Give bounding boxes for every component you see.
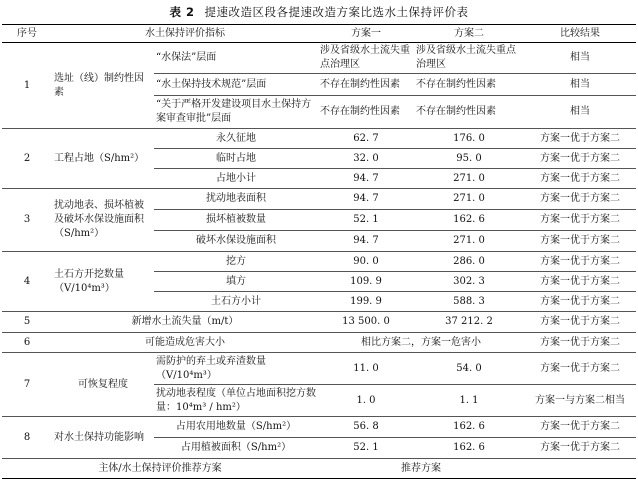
row-number: 5 — [2, 312, 52, 333]
sub-indicator: 土石方小计 — [154, 292, 318, 312]
sub-indicator: 扰动地表面积 — [154, 189, 318, 210]
row-label: 对水土保持功能影响 — [52, 417, 154, 459]
scheme1-value: 62. 7 — [318, 129, 414, 149]
scheme1-value: 90. 0 — [318, 252, 414, 272]
comparison-result: 相当 — [524, 43, 636, 74]
table-row — [2, 353, 636, 385]
scheme1-value: 52. 1 — [318, 210, 414, 231]
row-label: 扰动地表、损坏植被及破坏水保设施面积（S/hm²） — [52, 189, 154, 252]
sub-indicator: 填方 — [154, 272, 318, 292]
scheme1-value: 1. 0 — [318, 385, 414, 417]
scheme1-value: 52. 1 — [318, 438, 414, 459]
comparison-result: 方案一优于方案二 — [524, 231, 636, 252]
comparison-result: 方案一优于方案二 — [524, 417, 636, 438]
comparison-result: 方案一与方案二相当 — [524, 385, 636, 417]
header-scheme1: 方案一 — [318, 25, 414, 43]
row-label: 工程占地（S/hm²） — [52, 129, 154, 189]
header-no: 序号 — [2, 25, 52, 43]
comparison-result: 方案一优于方案二 — [524, 312, 636, 333]
sub-indicator: 破坏水保设施面积 — [154, 231, 318, 252]
scheme1-value: 不存在制约性因素 — [318, 74, 414, 96]
table-row — [2, 333, 636, 353]
sub-indicator: 需防护的弃土或弃渣数量（V/10⁴m³） — [154, 353, 318, 385]
row-label: 可恢复程度 — [52, 353, 154, 417]
table-title: 提速改造区段各提速改造方案比选水土保持评价表 — [204, 5, 469, 19]
recommendation-label: 主体/水土保持评价推荐方案 — [2, 459, 318, 479]
comparison-result: 方案一优于方案二 — [524, 189, 636, 210]
evaluation-table — [2, 24, 636, 479]
row-number: 2 — [2, 129, 52, 189]
comparison-result: 方案一优于方案二 — [524, 292, 636, 312]
scheme2-value: 286. 0 — [414, 252, 524, 272]
sub-indicator: 永久征地 — [154, 129, 318, 149]
row-label: 选址（线）制约性因素 — [52, 43, 154, 129]
scheme1-value: 94. 7 — [318, 231, 414, 252]
scheme2-value: 271. 0 — [414, 231, 524, 252]
header-result: 比较结果 — [524, 25, 636, 43]
scheme2-value: 涉及省级水土流失重点治理区 — [414, 43, 524, 74]
sub-indicator: 扰动地表程度（单位占地面积挖方数量：10⁴m³ / hm²） — [154, 385, 318, 417]
scheme2-value: 162. 6 — [414, 417, 524, 438]
scheme1-value: 56. 8 — [318, 417, 414, 438]
sub-indicator: “关于严格开发建设项目水土保持方案审查审批”层面 — [154, 96, 318, 129]
header-indicator: 水土保持评价指标 — [52, 25, 318, 43]
table-caption — [0, 0, 638, 24]
table-row — [2, 43, 636, 74]
table-row — [2, 189, 636, 210]
row-number: 4 — [2, 252, 52, 312]
sub-indicator: “水保法”层面 — [154, 43, 318, 74]
sub-indicator: 占用植被面积（S/hm²） — [154, 438, 318, 459]
comparison-result: 方案一优于方案二 — [524, 129, 636, 149]
header-scheme2: 方案二 — [414, 25, 524, 43]
scheme2-value: 37 212. 2 — [414, 312, 524, 333]
scheme2-value: 271. 0 — [414, 169, 524, 189]
table-row — [2, 417, 636, 438]
row-number: 3 — [2, 189, 52, 252]
row-label: 可能造成危害大小 — [52, 333, 318, 353]
scheme2-value: 不存在制约性因素 — [414, 96, 524, 129]
scheme1-value: 11. 0 — [318, 353, 414, 385]
empty-cell — [524, 459, 636, 479]
comparison-result: 相当 — [524, 74, 636, 96]
scheme2-value: 302. 3 — [414, 272, 524, 292]
table-row — [2, 459, 636, 479]
scheme1-value: 199. 9 — [318, 292, 414, 312]
row-number: 7 — [2, 353, 52, 417]
comparison-result: 方案一优于方案二 — [524, 210, 636, 231]
scheme1-value: 13 500. 0 — [318, 312, 414, 333]
table-row — [2, 252, 636, 272]
comparison-result: 方案一优于方案二 — [524, 333, 636, 353]
scheme2-value: 95. 0 — [414, 149, 524, 169]
comparison-result: 方案一优于方案二 — [524, 272, 636, 292]
scheme1-value: 109. 9 — [318, 272, 414, 292]
comparison-result: 方案一优于方案二 — [524, 438, 636, 459]
scheme1-value: 94. 7 — [318, 169, 414, 189]
scheme1-value: 不存在制约性因素 — [318, 96, 414, 129]
row-label: 土石方开挖数量（V/10⁴m³） — [52, 252, 154, 312]
scheme2-value: 不存在制约性因素 — [414, 74, 524, 96]
scheme1-value: 涉及省级水土流失重点治理区 — [318, 43, 414, 74]
scheme2-value: 176. 0 — [414, 129, 524, 149]
recommendation-value: 推荐方案 — [318, 459, 524, 479]
scheme1-value: 94. 7 — [318, 189, 414, 210]
table-number: 表 2 — [169, 5, 195, 19]
row-number: 6 — [2, 333, 52, 353]
sub-indicator: 临时占地 — [154, 149, 318, 169]
sub-indicator: 占用农用地数量（S/hm²） — [154, 417, 318, 438]
row-number: 8 — [2, 417, 52, 459]
sub-indicator: 占地小计 — [154, 169, 318, 189]
comparison-result: 方案一优于方案二 — [524, 252, 636, 272]
scheme2-value: 588. 3 — [414, 292, 524, 312]
comparison-result: 方案一优于方案二 — [524, 149, 636, 169]
scheme1-value: 32. 0 — [318, 149, 414, 169]
scheme2-value: 162. 6 — [414, 210, 524, 231]
table-row — [2, 312, 636, 333]
table-header-row — [2, 25, 636, 43]
table-row — [2, 129, 636, 149]
merged-scheme-value: 相比方案二，方案一危害小 — [318, 333, 524, 353]
row-number: 1 — [2, 43, 52, 129]
sub-indicator: 损坏植被数量 — [154, 210, 318, 231]
scheme2-value: 271. 0 — [414, 189, 524, 210]
scheme2-value: 54. 0 — [414, 353, 524, 385]
row-label: 新增水土流失量（m/t） — [52, 312, 318, 333]
scheme2-value: 1. 1 — [414, 385, 524, 417]
comparison-result: 相当 — [524, 96, 636, 129]
comparison-result: 方案一优于方案二 — [524, 169, 636, 189]
scheme2-value: 162. 6 — [414, 438, 524, 459]
comparison-result: 方案一优于方案二 — [524, 353, 636, 385]
sub-indicator: “水土保持技术规范”层面 — [154, 74, 318, 96]
sub-indicator: 挖方 — [154, 252, 318, 272]
